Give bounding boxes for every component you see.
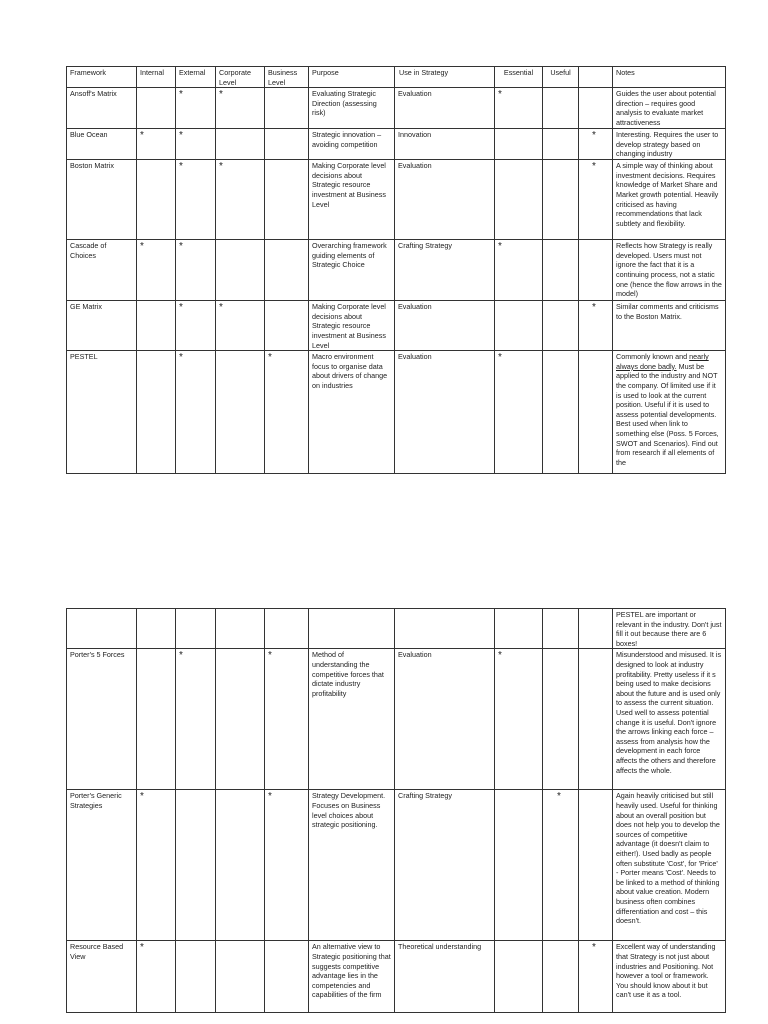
cell-essential: *	[495, 649, 543, 790]
cell-internal: *	[137, 129, 176, 160]
cell-notes: Similar comments and criticisms to the Boston Matrix.	[613, 301, 726, 351]
cell-extra: *	[579, 129, 613, 160]
cell-corporate: *	[216, 88, 265, 129]
cell-extra	[579, 649, 613, 790]
notes-underlined-text: nearly always done badly.	[616, 352, 709, 371]
header-useful: Useful	[543, 67, 579, 88]
cell-useful	[543, 301, 579, 351]
cell-extra	[579, 790, 613, 941]
cell-internal	[137, 609, 176, 649]
cell-external	[176, 941, 216, 1013]
cell-purpose: Macro environment focus to organise data about drivers of change on industries	[309, 351, 395, 474]
cell-framework: Porter's Generic Strategies	[67, 790, 137, 941]
cell-purpose: Method of understanding the competitive forces that dictate industry profitability	[309, 649, 395, 790]
cell-notes: Misunderstood and misused. It is designed to look at industry profitability. Pretty useless if it s being used to make decisions about the future and is used only to assess the current situation. Used well to assess potential change it is useful. Don't ignore the arrows linking each force – assess from analysis how the development in each force affects the others and therefore affects the whole.	[613, 649, 726, 790]
cell-useful	[543, 88, 579, 129]
cell-framework: Resource Based View	[67, 941, 137, 1013]
cell-corporate	[216, 790, 265, 941]
cell-essential: *	[495, 351, 543, 474]
header-essential: Essential	[495, 67, 543, 88]
cell-purpose	[309, 609, 395, 649]
cell-purpose: An alternative view to Strategic positioning that suggests competitive advantage lies in the competencies and capabilities of the firm	[309, 941, 395, 1013]
cell-corporate: *	[216, 301, 265, 351]
cell-internal	[137, 88, 176, 129]
cell-business	[265, 88, 309, 129]
cell-framework: PESTEL	[67, 351, 137, 474]
header-internal: Internal	[137, 67, 176, 88]
cell-corporate: *	[216, 160, 265, 240]
table-row	[67, 301, 726, 351]
cell-internal	[137, 649, 176, 790]
table-row	[67, 129, 726, 160]
header-corporate-level: Corporate Level	[216, 67, 265, 88]
cell-use: Evaluation	[395, 301, 495, 351]
cell-use: Crafting Strategy	[395, 240, 495, 301]
cell-corporate	[216, 609, 265, 649]
cell-framework: Porter's 5 Forces	[67, 649, 137, 790]
cell-purpose: Evaluating Strategic Direction (assessing risk)	[309, 88, 395, 129]
table-row	[67, 351, 726, 474]
cell-purpose: Strategy Development. Focuses on Business level choices about strategic positioning.	[309, 790, 395, 941]
cell-useful	[543, 941, 579, 1013]
notes-text: Commonly known and	[616, 352, 690, 362]
cell-corporate	[216, 941, 265, 1013]
notes-text: Must be applied to the industry and NOT the company. Of limited use if it is used to look at the current position. Useful if it is used to assess potential developments. Best used when link to something else (Poss. 5 Forces, SWOT and Scenarios). Find out from research if all elements of the	[616, 361, 719, 467]
cell-business	[265, 301, 309, 351]
cell-external: *	[176, 301, 216, 351]
cell-business: *	[265, 790, 309, 941]
cell-purpose: Overarching framework guiding elements of Strategic Choice	[309, 240, 395, 301]
cell-essential	[495, 301, 543, 351]
cell-external: *	[176, 160, 216, 240]
cell-external: *	[176, 240, 216, 301]
cell-business	[265, 240, 309, 301]
cell-notes: Again heavily criticised but still heavily used. Useful for thinking about an overall position but does not help you to develop the sources of competitive advantage (it doesn't claim to either!). Used badly as people often substitute 'Cost', for 'Price' - Porter means 'Cost'. Needs to be linked to a method of thinking about value creation. Modern business often combines differentiation and cost – this doesn't.	[613, 790, 726, 941]
cell-business	[265, 609, 309, 649]
cell-business: *	[265, 351, 309, 474]
cell-useful	[543, 649, 579, 790]
cell-use: Evaluation	[395, 88, 495, 129]
cell-use: Crafting Strategy	[395, 790, 495, 941]
cell-external: *	[176, 88, 216, 129]
cell-framework: GE Matrix	[67, 301, 137, 351]
cell-external	[176, 790, 216, 941]
table-row	[67, 941, 726, 1013]
cell-essential	[495, 609, 543, 649]
cell-framework: Ansoff's Matrix	[67, 88, 137, 129]
cell-purpose: Making Corporate level decisions about Strategic resource investment at Business Level	[309, 160, 395, 240]
cell-extra	[579, 609, 613, 649]
cell-corporate	[216, 240, 265, 301]
cell-useful: *	[543, 790, 579, 941]
cell-internal: *	[137, 790, 176, 941]
table-row	[67, 160, 726, 240]
cell-internal: *	[137, 240, 176, 301]
cell-extra: *	[579, 160, 613, 240]
cell-useful	[543, 609, 579, 649]
cell-extra	[579, 88, 613, 129]
cell-purpose: Strategic innovation – avoiding competition	[309, 129, 395, 160]
cell-useful	[543, 160, 579, 240]
header-purpose: Purpose	[309, 67, 395, 88]
cell-external: *	[176, 649, 216, 790]
cell-notes	[613, 351, 726, 474]
cell-essential	[495, 160, 543, 240]
cell-business: *	[265, 649, 309, 790]
cell-corporate	[216, 351, 265, 474]
cell-framework: Cascade of Choices	[67, 240, 137, 301]
cell-notes: Interesting. Requires the user to develop strategy based on changing industry	[613, 129, 726, 160]
cell-notes: Guides the user about potential direction – requires good analysis to evaluate market attractiveness	[613, 88, 726, 129]
cell-external	[176, 609, 216, 649]
cell-use: Evaluation	[395, 351, 495, 474]
cell-extra: *	[579, 941, 613, 1013]
cell-external: *	[176, 129, 216, 160]
table-row	[67, 609, 726, 649]
cell-business	[265, 941, 309, 1013]
cell-extra	[579, 240, 613, 301]
cell-external: *	[176, 351, 216, 474]
header-notes: Notes	[613, 67, 726, 88]
cell-corporate	[216, 649, 265, 790]
header-use-in-strategy: Use in Strategy	[395, 67, 495, 88]
cell-use: Evaluation	[395, 649, 495, 790]
cell-notes: Reflects how Strategy is really developed. Users must not ignore the fact that it is a continuing process, not a static one (hence the flow arrows in the model)	[613, 240, 726, 301]
header-external: External	[176, 67, 216, 88]
cell-notes: A simple way of thinking about investment decisions. Requires knowledge of Market Share and Market growth potential. Heavily criticised as having recommendations that lack subtlety and flexibility.	[613, 160, 726, 240]
cell-essential	[495, 790, 543, 941]
cell-use: Innovation	[395, 129, 495, 160]
cell-purpose: Making Corporate level decisions about Strategic resource investment at Business Level	[309, 301, 395, 351]
header-blank	[579, 67, 613, 88]
table-row	[67, 240, 726, 301]
table-row	[67, 790, 726, 941]
cell-extra	[579, 351, 613, 474]
table-row	[67, 649, 726, 790]
cell-internal	[137, 351, 176, 474]
cell-useful	[543, 351, 579, 474]
cell-internal: *	[137, 941, 176, 1013]
cell-internal	[137, 160, 176, 240]
table-row	[67, 88, 726, 129]
cell-business	[265, 160, 309, 240]
cell-framework	[67, 609, 137, 649]
cell-business	[265, 129, 309, 160]
cell-use	[395, 609, 495, 649]
cell-framework: Blue Ocean	[67, 129, 137, 160]
frameworks-table-page1	[66, 66, 726, 474]
cell-use: Evaluation	[395, 160, 495, 240]
cell-useful	[543, 129, 579, 160]
cell-essential: *	[495, 240, 543, 301]
cell-use: Theoretical understanding	[395, 941, 495, 1013]
table-header-row	[67, 67, 726, 88]
cell-notes: Excellent way of understanding that Strategy is not just about industries and Positioning. Not however a tool or framework. You should know about it but can't use it as a tool.	[613, 941, 726, 1013]
cell-essential	[495, 941, 543, 1013]
frameworks-table-page2	[66, 608, 726, 1013]
cell-corporate	[216, 129, 265, 160]
header-framework: Framework	[67, 67, 137, 88]
cell-essential	[495, 129, 543, 160]
cell-internal	[137, 301, 176, 351]
cell-useful	[543, 240, 579, 301]
cell-extra: *	[579, 301, 613, 351]
cell-notes: PESTEL are important or relevant in the industry. Don't just fill it out because there are 6 boxes!	[613, 609, 726, 649]
header-business-level: Business Level	[265, 67, 309, 88]
cell-framework: Boston Matrix	[67, 160, 137, 240]
cell-essential: *	[495, 88, 543, 129]
